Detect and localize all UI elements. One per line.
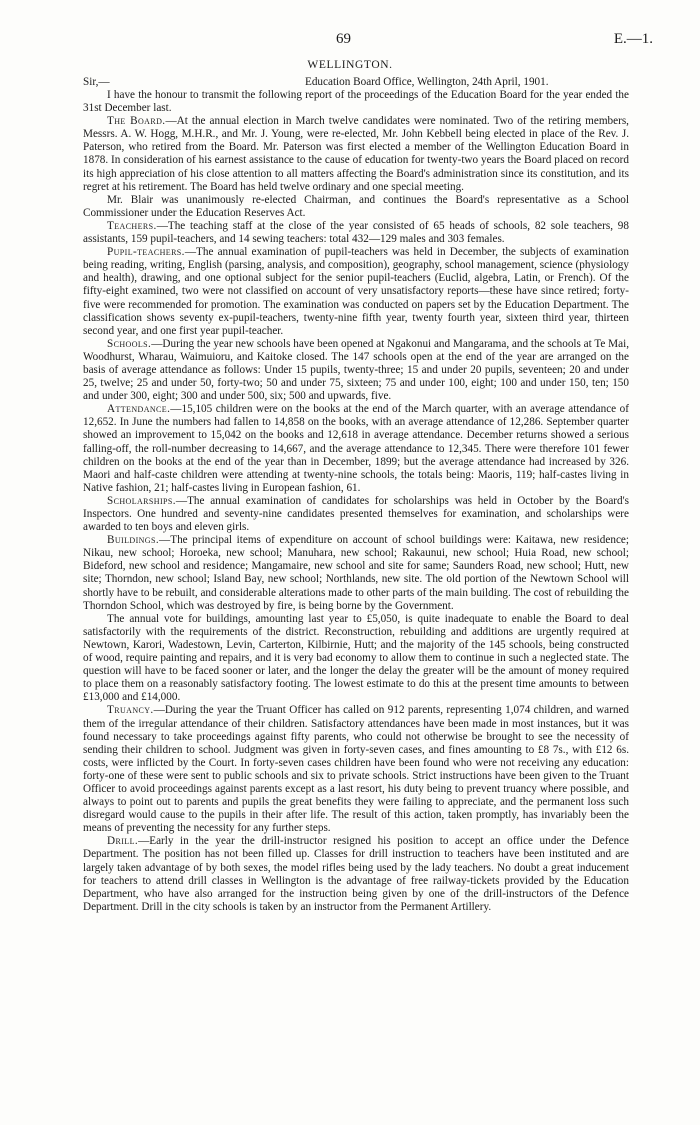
paragraph-text: Mr. Blair was unanimously re-elected Chairman, and continues the Board's representative as a School Commissioner under the Education Reserves Act. — [83, 193, 629, 219]
paragraph-scholarships — [83, 495, 629, 534]
paragraph-text: —Early in the year the drill-instructor resigned his position to accept an office under the Defence Department. The position has not been filled up. Classes for drill instruction to teachers have been instituted and are largely taken advantage of by both sexes, the model rifles being used by the lady teachers. No doubt a great inducement for teachers to attend drill classes in Wellington is the advantage of free railway-tickets provided by the Education Department, who have also arranged for the instruction being given by one of the drill-instructors of the Defence Department. Drill in the city schools is taken by an instructor from the Permanent Artillery. — [83, 835, 629, 913]
paragraph-text: —15,105 children were on the books at the end of the March quarter, with an average attendance of 12,652. In June the numbers had fallen to 14,858 on the books, with an average attendance of 12,286. September quarter showed an improvement to 15,042 on the books and 12,618 in average attendance. December returns showed a serious falling-off, the roll-number decreasing to 14,667, and the average attendance to 12,345. There were therefore 101 fewer children on the books at the end of the year than in December, 1899; but the average attendance had increased by 326. Maori and half-caste children were attending at twenty-nine schools, the totals being: Maoris, 119; half-castes living in Native fashion, 21; half-castes living in European fashion, 61. — [83, 403, 629, 494]
section-lead: Buildings. — [107, 534, 160, 547]
paragraph-board — [83, 115, 629, 194]
paragraph-attendance — [83, 403, 629, 495]
paragraph-text: The annual vote for buildings, amounting last year to £5,050, is quite inadequate to enable the Board to deal satisfactorily with the requirements of the district. Reconstruction, rebuilding and additions are urgently required at Newtown, Karori, Wadestown, Levin, Carterton, Kilbirnie, Hutt; and the majority of the 145 schools, being constructed of wood, require painting and repairs, and it is very bad economy to allow them to continue in such a neglected state. The question will have to be faced sooner or later, and the longer the delay the greater will be the amount of money required to place them on a reasonably satisfactory footing. The lowest estimate to do this at the present time amounts to between £13,000 and £14,000. — [83, 612, 629, 704]
document-reference: E.—1. — [613, 31, 653, 47]
letter-salutation: Sir,— — [83, 76, 110, 88]
paragraph-schools — [83, 338, 629, 403]
page-number: 69 — [336, 31, 351, 47]
paragraph-chairman — [83, 194, 629, 220]
paragraph-text: I have the honour to transmit the following report of the proceedings of the Education Board for the year ended the 31st December last. — [83, 89, 629, 115]
paragraph-drill — [83, 835, 629, 914]
paragraph-text: —During the year new schools have been opened at Ngakonui and Mangarama, and the schools at Te Mai, Woodhurst, Wharau, Waimuioru, and Kaitoke closed. The 147 schools open at the end of the year are arranged on the basis of average attendance as follows: Under 15 pupils, twenty-three; 15 and under 20 pupils, seventeen; 20 and under 25, twelve; 25 and under 50, forty-two; 50 and under 75, sixteen; 75 and under 100, eight; 100 and under 150, ten; 150 and under 300, eight; 300 and under 500, six; 500 and upwards, five. — [83, 337, 629, 403]
paragraph-teachers — [83, 220, 629, 246]
section-lead: Scholarships. — [107, 494, 176, 507]
paragraph-text: —The annual examination of pupil-teachers was held in December, the subjects of examination being reading, writing, English (parsing, analysis, and composition), geography, school management, science (physiology and health), drawing, and one optional subject for the senior pupil-teachers (Euclid, algebra, Latin, or French). Of the fifty-eight examined, two were not classified on account of very unsatisfactory reports—these have since retired; forty-five were recommended for promotion. The examination was conducted on papers set by the Education Department. The classification shows seventy ex-pupil-teachers, twenty-nine fifth year, twenty fourth year, sixteen third year, thirteen second year, and one first year pupil-teacher. — [83, 246, 629, 337]
section-lead: The Board. — [107, 115, 166, 128]
paragraph-text: —At the annual election in March twelve candidates were nominated. Two of the retiring members, Messrs. A. W. Hogg, M.H.R., and Mr. J. Young, were re-elected, Mr. John Kebbell being elected in place of the Rev. J. Paterson, who retired from the Board. Mr. Paterson was first elected a member of the Wellington Education Board in 1878. In consideration of his earnest assistance to the cause of education for twenty-two years the Board placed on record its high appreciation of his close attention to all matters affecting the Board's administration since its constitution, and its regret at his retirement. The Board has held twelve ordinary and one special meeting. — [83, 115, 629, 193]
section-lead: Schools. — [107, 337, 152, 350]
paragraph-text: —During the year the Truant Officer has called on 912 parents, representing 1,074 children, and warned them of the irregular attendance of their children. Satisfactory attendances have been made in most instances, but it was found necessary to take proceedings against fifty parents, who could not otherwise be brought to see the necessity of sending their children to school. Judgment was given in forty-seven cases, and fines amounting to £8 7s., with £12 6s. costs, were inflicted by the Court. In forty-seven cases children have been found who were not receiving any education: forty-one of these were sent to public schools and six to private schools. Strict instructions have been given to the Truant Officer to avoid proceedings against parents except as a last resort, his duty being to prevent truancy where possible, and always to point out to parents and pupils the great benefits they were failing to appreciate, and the permanent loss such disregard would cause to the pupils in their after life. The result of this action, taken promptly, has invariably been the means of preventing the necessity for any further steps. — [83, 704, 629, 835]
paragraph-text: —The principal items of expenditure on account of school buildings were: Kaitawa, new residence; Nikau, new school; Horoeka, new school; Manuhara, new school; Rakaunui, new school; Huia Road, new school; Bideford, new school and residence; Mangamaire, new school and site for same; Saunders Road, new school; Hutt, new site; Thorndon, new school; Island Bay, new school; Northlands, new site. The old portion of the Newtown School will shortly have to be rebuilt, and considerable alterations made to other parts of the main building. The cost of rebuilding the Thorndon School, which was destroyed by fire, is being borne by the Government. — [83, 534, 629, 612]
paragraph-truancy — [83, 704, 629, 835]
section-lead: Teachers. — [107, 219, 157, 232]
report-heading: WELLINGTON. — [307, 59, 393, 71]
paragraph-buildings — [83, 534, 629, 613]
paragraph-intro — [83, 89, 629, 115]
section-lead: Attendance. — [107, 403, 171, 416]
paragraph-text: —The annual examination of candidates for scholarships was held in October by the Board's Inspectors. One hundred and seventy-nine candidates presented themselves for examination, and scholarships were awarded to ten boys and eleven girls. — [83, 494, 629, 534]
paragraph-text: —The teaching staff at the close of the year consisted of 65 heads of schools, 82 sole teachers, 98 assistants, 159 pupil-teachers, and 14 sewing teachers: total 432—129 males and 303 females. — [83, 219, 629, 246]
section-lead: Truancy. — [107, 704, 154, 717]
paragraph-pupil-teachers — [83, 246, 629, 338]
report-body — [83, 89, 629, 914]
section-lead: Drill. — [107, 835, 139, 848]
paragraph-building-vote — [83, 613, 629, 705]
letter-address-line: Education Board Office, Wellington, 24th April, 1901. — [305, 76, 549, 88]
section-lead: Pupil-teachers. — [107, 246, 185, 259]
